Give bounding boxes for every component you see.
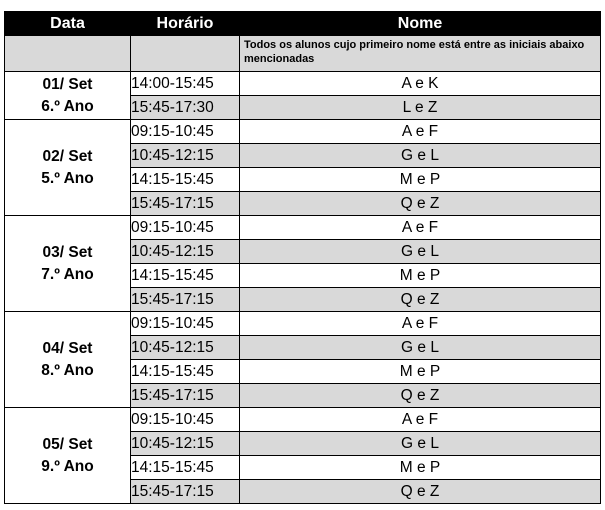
note-text: Todos os alunos cujo primeiro nome está entre as iniciais abaixo mencionadas [240,36,601,72]
time-cell: 10:45-12:15 [131,336,240,360]
name-range-cell: M e P [240,456,601,480]
note-time-cell [131,36,240,72]
note-row [5,36,601,72]
name-range-cell: A e K [240,72,601,96]
time-cell: 10:45-12:15 [131,144,240,168]
day-label: 02/ Set [42,147,93,165]
grade-label: 8.º Ano [41,361,94,379]
grade-label: 5.º Ano [41,169,94,187]
name-range-cell: Q e Z [240,480,601,504]
name-range-cell: A e F [240,216,601,240]
day-label: 01/ Set [42,75,93,93]
date-cell [5,408,131,504]
date-cell [5,72,131,120]
time-cell: 10:45-12:15 [131,240,240,264]
day-group [5,408,601,504]
time-cell: 14:15-15:45 [131,264,240,288]
note-date-cell [5,36,131,72]
name-range-cell: Q e Z [240,288,601,312]
day-group [5,72,601,120]
day-group [5,312,601,408]
name-range-cell: M e P [240,360,601,384]
name-range-cell: G e L [240,336,601,360]
time-cell: 14:15-15:45 [131,456,240,480]
grade-label: 6.º Ano [41,97,94,115]
name-range-cell: G e L [240,144,601,168]
name-range-cell: Q e Z [240,384,601,408]
name-range-cell: M e P [240,168,601,192]
name-range-cell: Q e Z [240,192,601,216]
day-label: 04/ Set [42,339,93,357]
table-row [5,120,601,144]
table-row [5,72,601,96]
time-cell: 09:15-10:45 [131,120,240,144]
time-cell: 10:45-12:15 [131,432,240,456]
grade-label: 7.º Ano [41,265,94,283]
time-cell: 15:45-17:30 [131,96,240,120]
time-cell: 09:15-10:45 [131,216,240,240]
name-range-cell: A e F [240,408,601,432]
time-cell: 09:15-10:45 [131,312,240,336]
day-group [5,120,601,216]
name-range-cell: A e F [240,120,601,144]
date-cell [5,312,131,408]
header-date: Data [5,12,131,36]
header-row [5,12,601,36]
time-cell: 09:15-10:45 [131,408,240,432]
table-header [5,12,601,36]
name-range-cell: A e F [240,312,601,336]
time-cell: 14:00-15:45 [131,72,240,96]
date-cell [5,216,131,312]
time-cell: 14:15-15:45 [131,168,240,192]
header-time: Horário [131,12,240,36]
note-section [5,36,601,72]
date-cell [5,120,131,216]
day-label: 05/ Set [42,435,93,453]
time-cell: 15:45-17:15 [131,480,240,504]
name-range-cell: G e L [240,240,601,264]
time-cell: 14:15-15:45 [131,360,240,384]
grade-label: 9.º Ano [41,457,94,475]
table-row [5,408,601,432]
day-group [5,216,601,312]
day-label: 03/ Set [42,243,93,261]
time-cell: 15:45-17:15 [131,192,240,216]
name-range-cell: L e Z [240,96,601,120]
time-cell: 15:45-17:15 [131,384,240,408]
table-row [5,312,601,336]
name-range-cell: G e L [240,432,601,456]
schedule-table [4,11,601,504]
table-row [5,216,601,240]
name-range-cell: M e P [240,264,601,288]
header-name: Nome [240,12,601,36]
time-cell: 15:45-17:15 [131,288,240,312]
